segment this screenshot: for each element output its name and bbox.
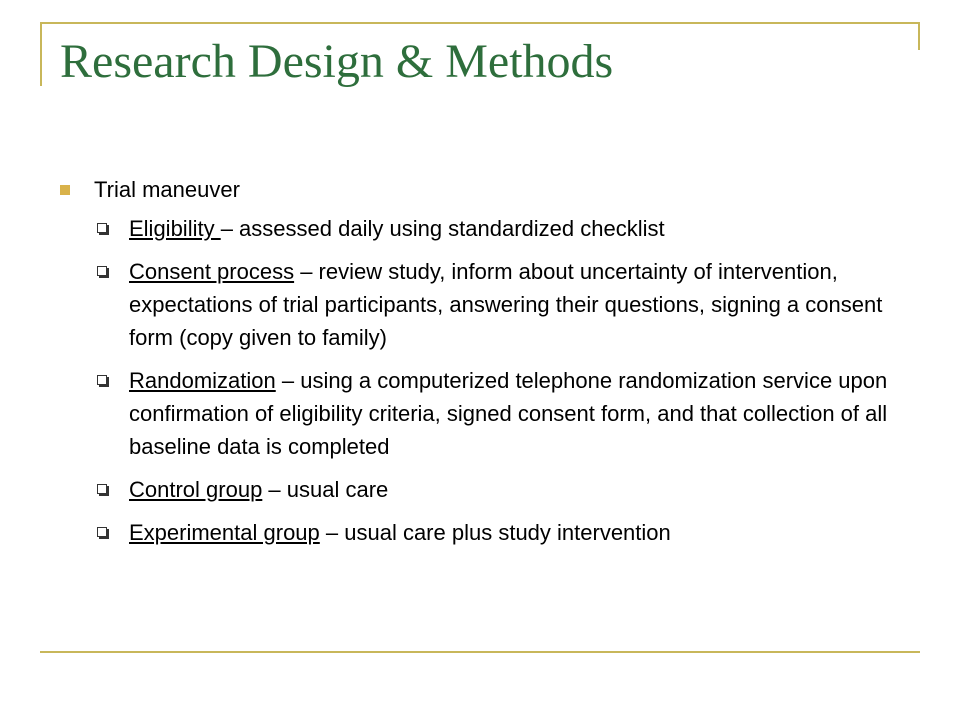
- frame-right-line: [918, 22, 920, 50]
- slide-title: Research Design & Methods: [60, 35, 614, 88]
- sub-bullet-text: – assessed daily using standardized checklist: [220, 216, 665, 241]
- sub-bullet-consent: [60, 255, 890, 354]
- checkbox-bullet-icon: [97, 484, 107, 494]
- sub-bullet-term: Eligibility: [129, 216, 221, 241]
- frame-bottom-line: [40, 651, 920, 653]
- sub-bullet-eligibility: [60, 212, 890, 245]
- sub-bullet-list: [60, 212, 890, 549]
- checkbox-bullet-icon: [97, 375, 107, 385]
- checkbox-bullet-icon: [97, 223, 107, 233]
- sub-bullet-text: – usual care plus study intervention: [319, 520, 671, 545]
- frame-top-line: [40, 22, 920, 24]
- sub-bullet-control-group: [60, 473, 890, 506]
- checkbox-bullet-icon: [97, 527, 107, 537]
- sub-bullet-text: – usual care: [262, 477, 389, 502]
- sub-bullet-experimental-group: [60, 516, 890, 549]
- frame-left-line: [40, 22, 42, 86]
- sub-bullet-term: Consent process: [129, 259, 295, 284]
- sub-bullet-term: Experimental group: [129, 520, 320, 545]
- checkbox-bullet-icon: [97, 266, 107, 276]
- sub-bullet-text: – using a computerized telephone randomization service upon confirmation of eligibility criteria, signed consent form, and that collection of all baseline data is completed: [129, 368, 888, 459]
- sub-bullet-term: Randomization: [129, 368, 276, 393]
- sub-bullet-text: – review study, inform about uncertainty of intervention, expectations of trial participants, answering their questions, signing a consent form (copy given to family): [129, 259, 883, 350]
- sub-bullet-term: Control group: [129, 477, 263, 502]
- main-bullet-label: Trial maneuver: [94, 177, 240, 202]
- main-bullet-item: [60, 172, 890, 208]
- square-bullet-icon: [60, 185, 70, 195]
- sub-bullet-randomization: [60, 364, 890, 463]
- slide-content: [60, 172, 890, 559]
